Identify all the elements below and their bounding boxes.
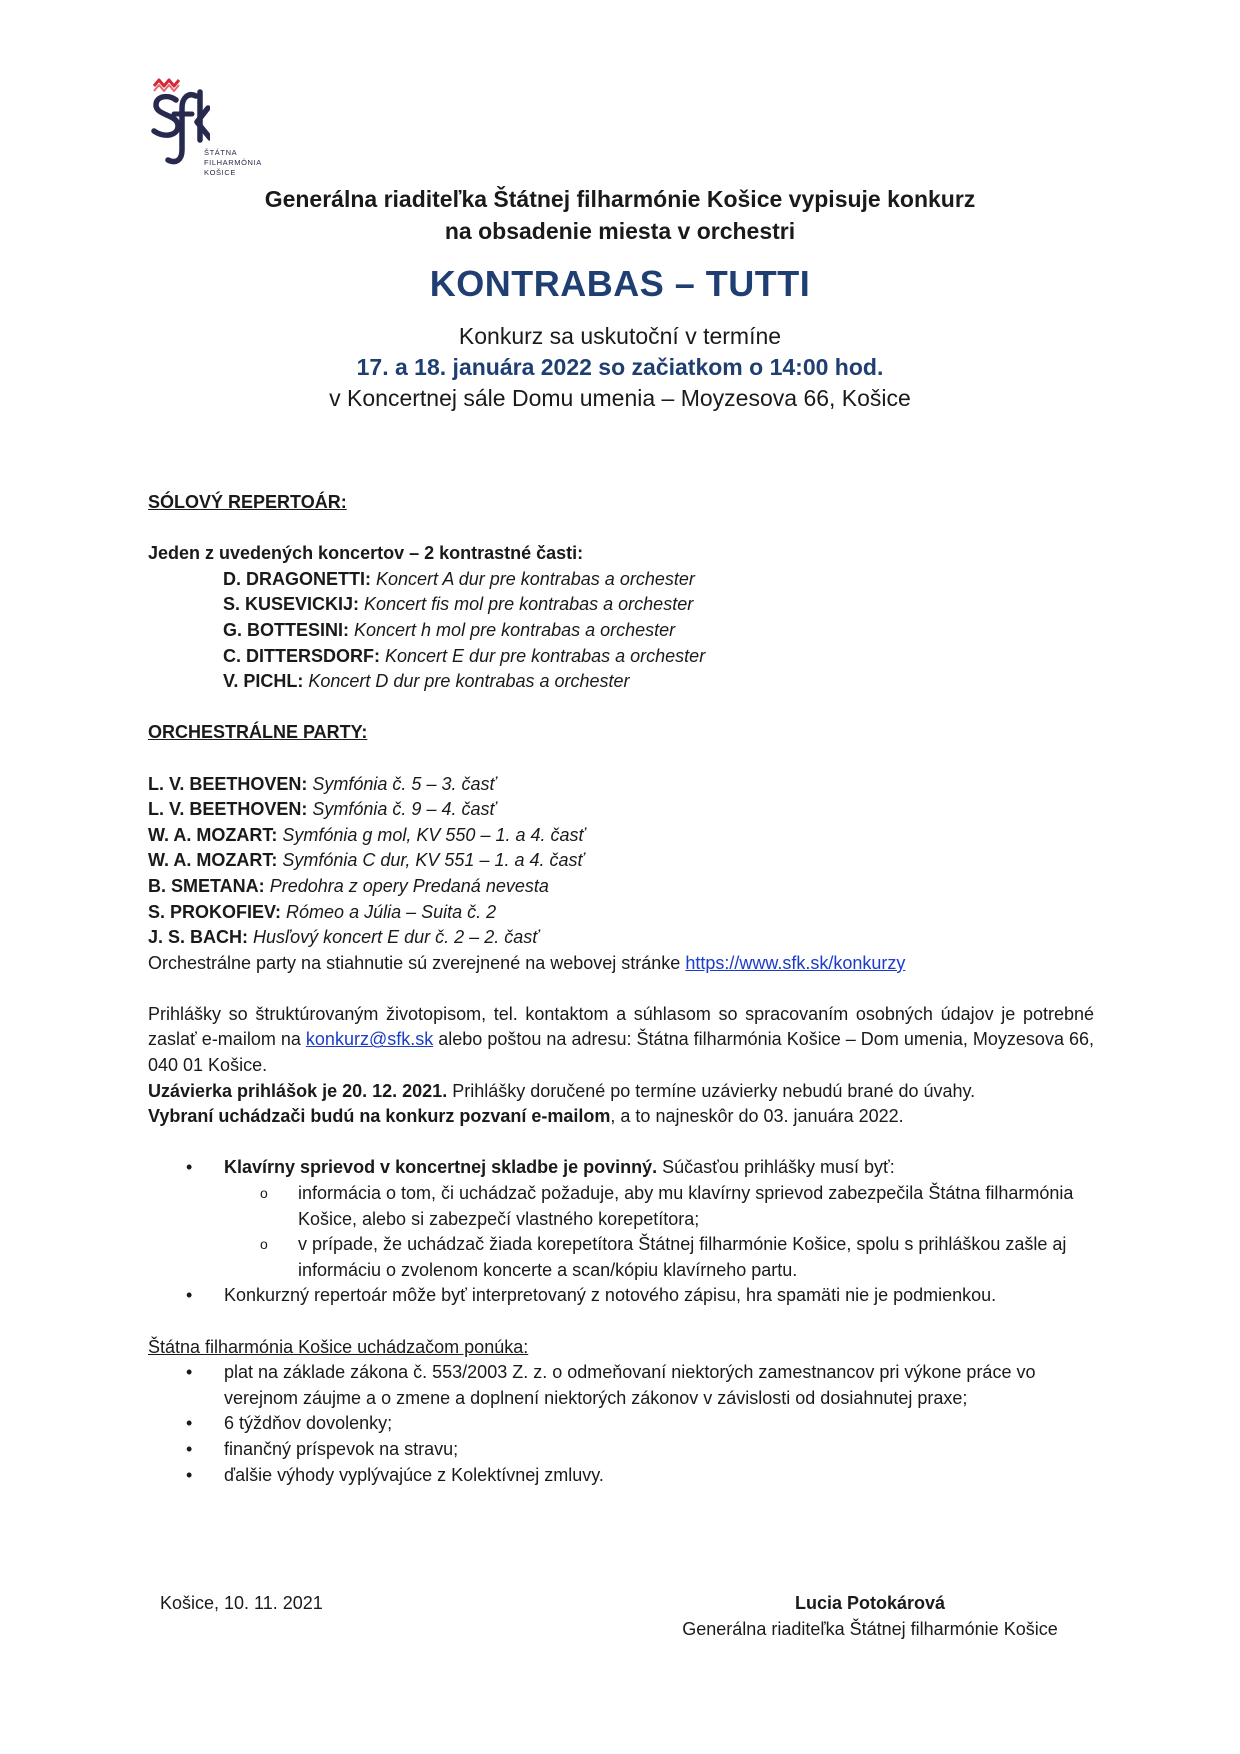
composer: W. A. MOZART: xyxy=(148,824,278,845)
composer: V. PICHL: xyxy=(223,671,304,692)
solo-item xyxy=(223,669,1094,695)
composer: J. S. BACH: xyxy=(148,927,249,948)
composer: S. KUSEVICKIJ: xyxy=(223,594,360,615)
place-date: Košice, 10. 11. 2021 xyxy=(160,1593,323,1613)
composer: G. BOTTESINI: xyxy=(223,619,349,640)
sfk-logo xyxy=(150,78,260,184)
composer: L. V. BEETHOVEN: xyxy=(148,773,308,794)
orchestral-item xyxy=(148,900,1094,926)
composer: D. DRAGONETTI: xyxy=(223,568,371,589)
piano-bold: Klavírny sprievod v koncertnej skladbe je povinný. xyxy=(224,1157,658,1178)
composer: B. SMETANA: xyxy=(148,875,265,896)
sfk-logo-mark xyxy=(150,78,210,178)
work: Symfónia č. 9 – 4. časť xyxy=(312,799,496,820)
orchestral-item xyxy=(148,848,1094,874)
list-item: • ďalšie výhody vyplývajúce z Kolektívnej zmluvy. xyxy=(148,1463,1094,1489)
deadline-rest: Prihlášky doručené po termíne uzávierky nebudú brané do úvahy. xyxy=(447,1080,976,1101)
signature-block xyxy=(640,1590,1100,1642)
composer: C. DITTERSDORF: xyxy=(223,645,380,666)
invite-line xyxy=(148,1104,1094,1130)
orchestral-heading: ORCHESTRÁLNE PARTY: xyxy=(148,722,368,743)
piano-rest: Súčasťou prihlášky musí byť: xyxy=(657,1157,895,1178)
offer-list xyxy=(148,1360,1094,1488)
download-text: Orchestrálne party na stiahnutie sú zverejnené na webovej stránke xyxy=(148,952,686,973)
position-title: KONTRABAS – TUTTI xyxy=(429,263,811,304)
solo-item xyxy=(223,567,1094,593)
audition-date: 17. a 18. januára 2022 so začiatkom o 14:00 hod. xyxy=(356,354,884,380)
solo-list xyxy=(148,567,1094,695)
audition-intro: Konkurz sa uskutoční v termíne xyxy=(458,323,782,349)
work: Symfónia č. 5 – 3. časť xyxy=(312,773,496,794)
work: Rómeo a Júlia – Suita č. 2 xyxy=(286,901,497,922)
announcement-header xyxy=(0,183,1240,414)
orchestral-item xyxy=(148,823,1094,849)
document-body xyxy=(148,490,1094,1488)
requirements-list xyxy=(148,1155,1094,1309)
invite-rest: , a to najneskôr do 03. januára 2022. xyxy=(610,1106,904,1127)
download-note xyxy=(148,951,1094,977)
deadline-bold: Uzávierka prihlášok je 20. 12. 2021. xyxy=(148,1080,448,1101)
work: Symfónia g mol, KV 550 – 1. a 4. časť xyxy=(282,824,585,845)
list-item: • plat na základe zákona č. 553/2003 Z. z. o odmeňovaní niektorých zamestnancov pri výkone práce vo verejnom záujme a o zmene a doplnení niektorých zákonov v závislosti od dosiahnutej praxe; xyxy=(148,1360,1094,1411)
solo-item xyxy=(223,618,1094,644)
list-item: • 6 týždňov dovolenky; xyxy=(148,1411,1094,1437)
work: Koncert A dur pre kontrabas a orchester xyxy=(376,568,695,589)
solo-intro: Jeden z uvedených koncertov – 2 kontrastné časti: xyxy=(148,543,584,564)
list-item: o informácia o tom, či uchádzač požaduje, aby mu klavírny sprievod zabezpečila Štátna filharmónia Košice, alebo si zabezpečí vlastného korepetítora; xyxy=(224,1181,1094,1232)
logo-subtext-line: ŠTÁTNA xyxy=(204,148,238,157)
solo-item xyxy=(223,644,1094,670)
work: Husľový koncert E dur č. 2 – 2. časť xyxy=(253,927,539,948)
logo-subtext-line: FILHARMÓNIA xyxy=(204,158,262,167)
work: Koncert h mol pre kontrabas a orchester xyxy=(354,619,676,640)
list-item: • finančný príspevok na stravu; xyxy=(148,1437,1094,1463)
work: Predohra z opery Predaná nevesta xyxy=(269,875,549,896)
work: Koncert E dur pre kontrabas a orchester xyxy=(385,645,706,666)
work: Symfónia C dur, KV 551 – 1. a 4. časť xyxy=(282,850,584,871)
header-line-1: Generálna riaditeľka Štátnej filharmónie Košice vypisuje konkurz xyxy=(264,186,976,212)
signatory-name: Lucia Potokárová xyxy=(794,1593,946,1613)
audition-place: v Koncertnej sále Domu umenia – Moyzesova 66, Košice xyxy=(329,385,911,411)
email-link[interactable]: konkurz@sfk.sk xyxy=(305,1029,434,1050)
list-item xyxy=(148,1155,1094,1283)
application-text-after: alebo poštou na adresu: Štátna filharmónia Košice – Dom umenia, Moyzesova 66, 040 01 Košice. xyxy=(148,1029,1095,1076)
work: Koncert fis mol pre kontrabas a orchester xyxy=(364,594,694,615)
composer: L. V. BEETHOVEN: xyxy=(148,799,308,820)
deadline-line xyxy=(148,1079,1094,1105)
download-link[interactable]: https://www.sfk.sk/konkurzy xyxy=(685,952,906,973)
orchestral-item xyxy=(148,925,1094,951)
work: Koncert D dur pre kontrabas a orchester xyxy=(308,671,630,692)
list-item: o v prípade, že uchádzač žiada korepetítora Štátnej filharmónie Košice, spolu s prihláškou zašle aj informáciu o zvolenom koncerte a scan/kópiu klavírneho partu. xyxy=(224,1232,1094,1283)
invite-bold: Vybraní uchádzači budú na konkurz pozvaní e-mailom xyxy=(148,1106,611,1127)
offer-heading: Štátna filharmónia Košice uchádzačom ponúka: xyxy=(148,1336,529,1357)
signatory-title: Generálna riaditeľka Štátnej filharmónie Košice xyxy=(682,1619,1058,1639)
orchestral-item xyxy=(148,772,1094,798)
orchestral-item xyxy=(148,797,1094,823)
orchestral-item xyxy=(148,874,1094,900)
logo-subtext xyxy=(204,148,262,178)
solo-heading: SÓLOVÝ REPERTOÁR: xyxy=(148,492,347,512)
solo-item xyxy=(223,592,1094,618)
header-line-2: na obsadenie miesta v orchestri xyxy=(444,218,796,244)
application-text-before: Prihlášky so štruktúrovaným životopisom, tel. kontaktom a súhlasom so spracovaním osobných údajov je potrebné zaslať e-mailom na xyxy=(148,1003,1094,1050)
application-paragraph xyxy=(148,1002,1094,1079)
list-item: • Konkurzný repertoár môže byť interpretovaný z notového zápisu, hra spamäti nie je podmienkou. xyxy=(148,1283,1094,1309)
composer: W. A. MOZART: xyxy=(148,850,278,871)
orchestral-list xyxy=(148,772,1094,951)
composer: S. PROKOFIEV: xyxy=(148,901,282,922)
logo-subtext-line: KOŠICE xyxy=(204,168,236,177)
requirements-sublist xyxy=(224,1181,1094,1283)
